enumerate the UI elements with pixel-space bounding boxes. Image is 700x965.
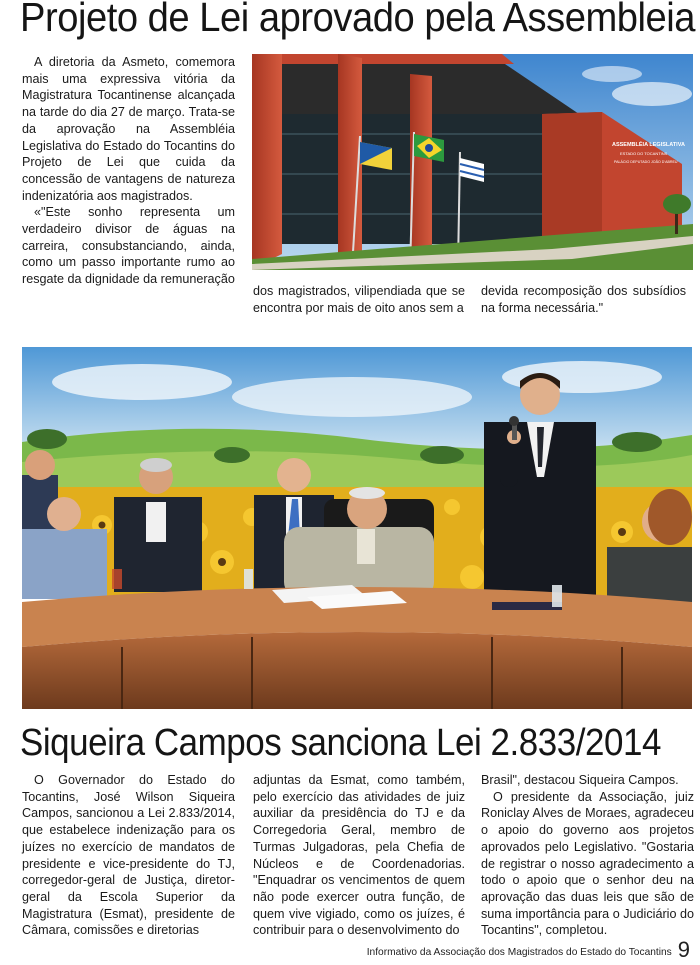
article1-column-2 <box>253 283 465 316</box>
building-sign-line-2: ESTADO DO TOCANTINS <box>620 151 668 156</box>
article2-column-1 <box>22 772 235 939</box>
article2-column-3 <box>481 772 694 939</box>
article1-paragraph-2: «"Este sonho representa um verdadeiro divisor de águas na carreira, consubstanciando, ainda, como um passo importante rumo ao resgate da dignidade da remuneração <box>22 205 235 287</box>
page-number: 9 <box>677 937 690 962</box>
article1-paragraph-4: devida recomposição dos subsídios na forma necessária." <box>481 284 686 315</box>
article2-paragraph-1: O Governador do Estado do Tocantins, José Wilson Siqueira Campos, sancionou a Lei 2.833/2014, que estabelece indenização para os juízes no exercício de mandatos de presidente e vice-presidente do TJ, corregedor-geral de Justiça, diretor-geral da Escola Superior da Magistratura (Esmat), presidente de Câmara, comissões e diretorias <box>22 773 235 938</box>
page-footer <box>367 939 690 961</box>
signing-ceremony-illustration <box>22 347 692 709</box>
article2-paragraph-4: O presidente da Associação, juiz Roniclay Alves de Moraes, agradeceu o apoio do governo aos projetos aprovados pelo Legislativo. "Gostaria de registrar o nosso agradecimento a todo o apoio que o senhor deu na aprovação das duas leis que são de suma importância para o Judiciário do Tocantins", completou. <box>481 789 694 938</box>
assembly-building-illustration <box>252 54 693 270</box>
article2-headline: Siqueira Campos sanciona Lei 2.833/2014 <box>20 722 661 764</box>
building-sign-line-3: PALÁCIO DEPUTADO JOÃO D'ABREU <box>614 160 678 164</box>
signing-ceremony-photo <box>22 347 692 709</box>
building-sign-line-1: ASSEMBLÉIA LEGISLATIVA <box>612 142 685 148</box>
article1-paragraph-3: dos magistrados, vilipendiada que se encontra por mais de oito anos sem a <box>253 284 465 315</box>
assembly-building-photo <box>252 54 693 270</box>
article1-paragraph-1: A diretoria da Asmeto, comemora mais uma expressiva vitória da Magistratura Tocantinense alcançada na tarde do dia 27 de março. Trata-se da aprovação na Assembléia Legislativa do Estado do Tocantins do Projeto de Lei que cuida da concessão de vantagens de natureza indenizatória aos magistrados. <box>22 55 235 203</box>
footer-publication-name: Informativo da Associação dos Magistrados do Estado do Tocantins <box>366 947 672 958</box>
article2-paragraph-2: adjuntas da Esmat, como também, pelo exercício das atividades de juiz auxiliar da presidência do TJ e da Corregedoria Geral, membro de Turmas Julgadoras, pela Chefia de Núcleos e de Coordenadorias. "Enquadrar os vencimentos de quem não pode exercer outra função, de quem vive vigiado, como os juízes, é contribuir para o desenvolvimento do <box>253 773 465 938</box>
article1-column-1 <box>22 54 235 288</box>
article2-column-2 <box>253 772 465 939</box>
article2-paragraph-3: Brasil", destacou Siqueira Campos. <box>481 773 679 787</box>
article1-headline: Projeto de Lei aprovado pela Assembleia <box>20 0 696 40</box>
article1-column-3 <box>481 283 686 316</box>
